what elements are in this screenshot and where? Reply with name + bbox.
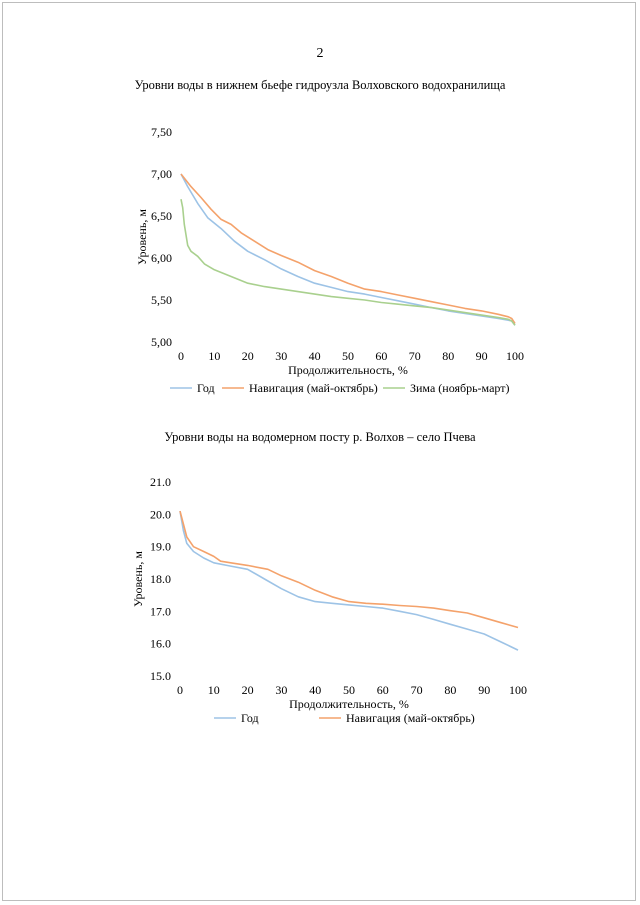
x-tick-label: 0	[178, 349, 184, 363]
x-tick-label: 80	[444, 683, 457, 697]
chart-1-title: Уровни воды в нижнем бьефе гидроузла Волховского водохранилища	[134, 78, 506, 92]
series-line-3	[181, 199, 515, 325]
legend-label-2: Навигация (май-октябрь)	[249, 381, 378, 395]
chart-2	[0, 460, 640, 740]
x-tick-label: 20	[241, 683, 254, 697]
y-tick-label: 5,00	[151, 335, 172, 349]
series-line-2	[180, 511, 518, 627]
y-tick-label: 5,50	[151, 293, 172, 307]
legend-label-2: Навигация (май-октябрь)	[346, 711, 475, 725]
x-tick-label: 90	[478, 683, 491, 697]
x-tick-label: 20	[241, 349, 254, 363]
x-tick-label: 40	[308, 349, 321, 363]
x-tick-label: 80	[442, 349, 455, 363]
x-tick-label: 40	[309, 683, 322, 697]
y-tick-label: 20.0	[150, 507, 171, 522]
series-line-1	[181, 174, 515, 325]
x-tick-label: 10	[208, 349, 221, 363]
y-tick-label: 6,50	[151, 209, 172, 223]
y-axis-title: Уровень, м	[135, 209, 149, 265]
series-line-1	[180, 511, 518, 650]
x-axis-title: Продолжительность, %	[288, 363, 408, 377]
y-tick-label: 21.0	[150, 475, 171, 489]
x-tick-label: 70	[410, 683, 423, 697]
x-tick-label: 10	[207, 683, 220, 697]
x-axis-title: Продолжительность, %	[289, 697, 409, 711]
legend-label-1: Год	[241, 711, 259, 725]
page-number: 2	[316, 46, 324, 61]
x-tick-label: 60	[376, 683, 389, 697]
chart-2-title: Уровни воды на водомерном посту р. Волхов – село Пчева	[164, 430, 476, 444]
x-tick-label: 50	[343, 683, 355, 697]
y-tick-label: 16.0	[150, 636, 171, 651]
x-tick-label: 50	[342, 349, 354, 363]
x-tick-label: 90	[475, 349, 488, 363]
x-tick-label: 30	[275, 683, 288, 697]
x-tick-label: 100	[509, 683, 527, 697]
legend-label-3: Зима (ноябрь-март)	[410, 381, 510, 395]
x-tick-label: 0	[177, 683, 183, 697]
y-tick-label: 7,00	[151, 167, 172, 181]
y-tick-label: 19.0	[150, 539, 171, 554]
legend-label-1: Год	[197, 381, 215, 395]
x-tick-label: 30	[275, 349, 288, 363]
chart-1	[0, 110, 640, 410]
y-tick-label: 15.0	[150, 669, 171, 683]
x-tick-label: 70	[408, 349, 421, 363]
x-tick-label: 60	[375, 349, 388, 363]
y-axis-title: Уровень, м	[131, 551, 145, 607]
y-tick-label: 18.0	[150, 572, 171, 586]
y-tick-label: 7,50	[151, 125, 172, 139]
series-line-2	[181, 174, 515, 324]
x-tick-label: 100	[506, 349, 524, 363]
y-tick-label: 17.0	[150, 604, 171, 619]
y-tick-label: 6,00	[151, 251, 172, 265]
